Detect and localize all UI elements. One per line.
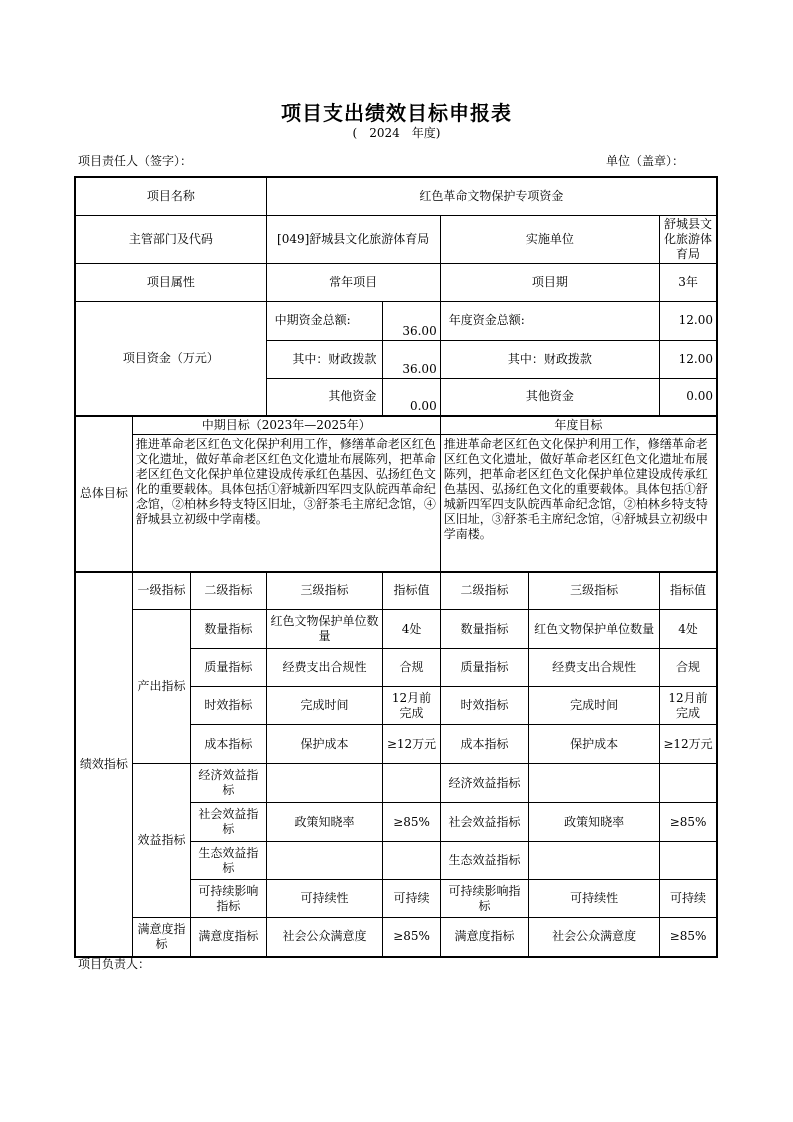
mid-goal-header: 中期目标（2023年—2025年） <box>132 416 440 435</box>
col-level2-annual: 二级指标 <box>440 572 529 610</box>
indicator-l3-annual <box>529 842 660 880</box>
mid-fiscal-label: 其中：财政拨款 <box>266 340 383 378</box>
indicator-l2: 成本指标 <box>191 725 266 764</box>
indicator-l3 <box>266 842 383 880</box>
mid-other-value: 0.00 <box>383 378 440 416</box>
project-name-label: 项目名称 <box>75 177 266 215</box>
indicator-l3-annual: 保护成本 <box>529 725 660 764</box>
indicator-l3: 社会公众满意度 <box>266 918 383 957</box>
unit-seal-label: 单位（盖章）： <box>606 154 685 168</box>
table-row <box>75 918 717 957</box>
impl-unit-label: 实施单位 <box>440 215 659 263</box>
project-period-label: 项目期 <box>440 263 659 301</box>
indicator-value-annual: ≥85% <box>660 918 717 957</box>
indicator-l3-annual: 红色文物保护单位数量 <box>529 610 660 649</box>
indicator-value-annual: ≥85% <box>660 803 717 842</box>
indicator-value-annual: 12月前完成 <box>660 687 717 725</box>
indicator-l2-annual: 生态效益指标 <box>440 842 529 880</box>
indicator-value-annual: ≥12万元 <box>660 725 717 764</box>
indicator-l3: 保护成本 <box>266 725 383 764</box>
indicator-l2-annual: 数量指标 <box>440 610 529 649</box>
project-leader-label: 项目负责人： <box>78 957 151 971</box>
indicator-l2: 时效指标 <box>191 687 266 725</box>
indicator-l3-annual: 经费支出合规性 <box>529 649 660 687</box>
funds-label: 项目资金（万元） <box>75 301 266 416</box>
indicator-value: ≥85% <box>383 918 440 957</box>
annual-other-label: 其他资金 <box>440 378 659 416</box>
indicator-l2: 生态效益指标 <box>191 842 266 880</box>
col-level3: 三级指标 <box>266 572 383 610</box>
indicator-value <box>383 842 440 880</box>
indicator-l3-annual: 完成时间 <box>529 687 660 725</box>
indicator-l3-annual: 政策知晓率 <box>529 803 660 842</box>
indicator-value: ≥12万元 <box>383 725 440 764</box>
indicator-l2-annual: 满意度指标 <box>440 918 529 957</box>
indicator-l2-annual: 可持续影响指标 <box>440 880 529 918</box>
indicator-l2: 社会效益指标 <box>191 803 266 842</box>
form-title: 项目支出绩效目标申报表 <box>281 101 512 125</box>
indicator-l3: 可持续性 <box>266 880 383 918</box>
impl-unit-value: 舒城县文化旅游体育局 <box>660 215 717 263</box>
indicator-l3 <box>266 764 383 803</box>
col-value: 指标值 <box>383 572 440 610</box>
mid-goal-text: 推进革命老区红色文化保护利用工作，修缮革命老区红色文化遗址，做好革命老区红色文化遗址布展陈列，把革命老区红色文化保护单位建设成传承红色基因、弘扬红色文化的重要载体。具体包括①舒城新四军四支队皖西革命纪念馆，②柏林乡特支特区旧址，③舒茶毛主席纪念馆，④舒城县立初级中学南楼。 <box>132 435 440 572</box>
indicator-l3-annual <box>529 764 660 803</box>
year-value: 2024 <box>369 126 400 140</box>
indicator-value-annual: 合规 <box>660 649 717 687</box>
indicator-l3: 完成时间 <box>266 687 383 725</box>
dept-value: [049]舒城县文化旅游体育局 <box>266 215 440 263</box>
year-suffix: 年度) <box>411 126 441 140</box>
project-attr-label: 项目属性 <box>75 263 266 301</box>
col-level3-annual: 三级指标 <box>529 572 660 610</box>
annual-goal-text: 推进革命老区红色文化保护利用工作，修缮革命老区红色文化遗址，做好革命老区红色文化遗址布展陈列，把革命老区红色文化保护单位建设成传承红色基因、弘扬红色文化的重要载体。具体包括①舒城新四军四支队皖西革命纪念馆，②柏林乡特支特区旧址，③舒茶毛主席纪念馆，④舒城县立初级中学南楼。 <box>440 435 717 572</box>
indicator-value: 4处 <box>383 610 440 649</box>
responsible-person-label: 项目责任人（签字）： <box>78 154 193 168</box>
table-row <box>75 764 717 803</box>
indicator-value: 合规 <box>383 649 440 687</box>
annual-other-value: 0.00 <box>660 378 717 416</box>
project-name-value: 红色革命文物保护专项资金 <box>266 177 717 215</box>
indicator-value: 可持续 <box>383 880 440 918</box>
indicator-l3: 经费支出合规性 <box>266 649 383 687</box>
mid-other-label: 其他资金 <box>266 378 383 416</box>
indicator-l2: 数量指标 <box>191 610 266 649</box>
indicator-l2: 可持续影响指标 <box>191 880 266 918</box>
project-attr-value: 常年项目 <box>266 263 440 301</box>
indicator-value-annual <box>660 842 717 880</box>
col-value-annual: 指标值 <box>660 572 717 610</box>
satisfaction-indicators-label: 满意度指标 <box>132 918 190 957</box>
col-level2: 二级指标 <box>191 572 266 610</box>
indicator-value: 12月前完成 <box>383 687 440 725</box>
output-indicators-label: 产出指标 <box>132 610 190 764</box>
dept-label: 主管部门及代码 <box>75 215 266 263</box>
indicator-value-annual <box>660 764 717 803</box>
mid-total-label: 中期资金总额: <box>266 301 383 340</box>
annual-total-label: 年度资金总额: <box>440 301 659 340</box>
indicator-l2-annual: 社会效益指标 <box>440 803 529 842</box>
indicator-l2: 经济效益指标 <box>191 764 266 803</box>
annual-fiscal-label: 其中：财政拨款 <box>440 340 659 378</box>
project-period-value: 3年 <box>660 263 717 301</box>
indicator-l3: 政策知晓率 <box>266 803 383 842</box>
form-year <box>0 124 793 141</box>
indicator-l2: 满意度指标 <box>191 918 266 957</box>
indicator-l2: 质量指标 <box>191 649 266 687</box>
indicator-value-annual: 4处 <box>660 610 717 649</box>
indicator-l3-annual: 可持续性 <box>529 880 660 918</box>
performance-target-table <box>74 176 718 958</box>
indicator-l2-annual: 时效指标 <box>440 687 529 725</box>
indicator-l3-annual: 社会公众满意度 <box>529 918 660 957</box>
indicator-l2-annual: 成本指标 <box>440 725 529 764</box>
indicator-l2-annual: 经济效益指标 <box>440 764 529 803</box>
table-row <box>75 610 717 649</box>
benefit-indicators-label: 效益指标 <box>132 764 190 918</box>
annual-fiscal-value: 12.00 <box>660 340 717 378</box>
indicator-l2-annual: 质量指标 <box>440 649 529 687</box>
mid-total-value: 36.00 <box>383 301 440 340</box>
col-level1: 一级指标 <box>132 572 190 610</box>
indicator-l3: 红色文物保护单位数量 <box>266 610 383 649</box>
annual-total-value: 12.00 <box>660 301 717 340</box>
indicator-value: ≥85% <box>383 803 440 842</box>
indicator-value-annual: 可持续 <box>660 880 717 918</box>
overall-goals-label: 总体目标 <box>75 416 132 572</box>
mid-fiscal-value: 36.00 <box>383 340 440 378</box>
indicator-value <box>383 764 440 803</box>
year-open: ( <box>352 126 358 140</box>
perf-indicators-label: 绩效指标 <box>75 572 132 957</box>
annual-goal-header: 年度目标 <box>440 416 717 435</box>
